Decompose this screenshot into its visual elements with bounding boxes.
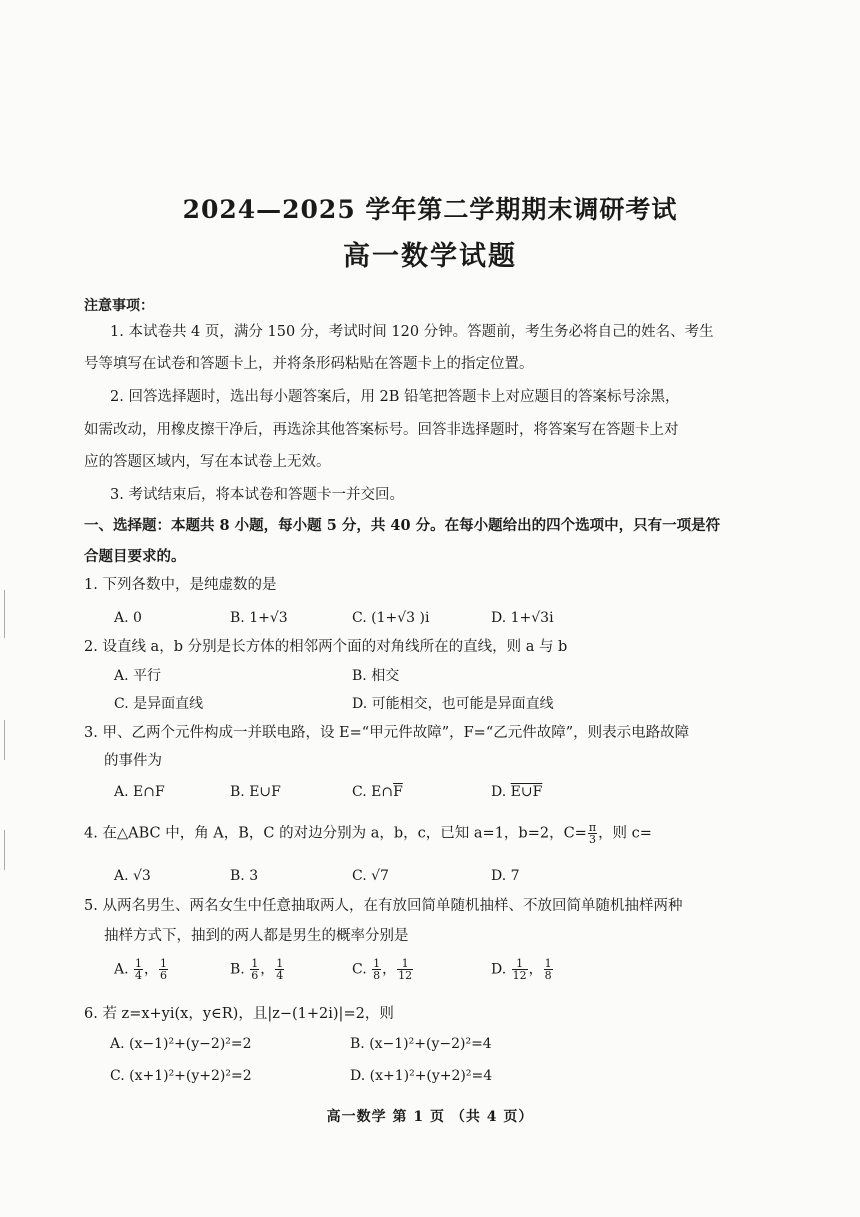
fraction [544, 958, 553, 981]
question-3-option-c [352, 782, 403, 802]
fraction [275, 958, 284, 981]
fraction-denominator: 8 [544, 969, 552, 982]
notice-item-2-line-3: 应的答题区域内，写在本试卷上无效。 [84, 454, 331, 470]
scan-margin-mark [4, 590, 5, 638]
option-label: B. [230, 961, 245, 978]
fraction [250, 958, 259, 981]
question-2-stem: 2. 设直线 a，b 分别是长方体的相邻两个面的对角线所在的直线，则 a 与 b [84, 639, 568, 655]
fraction-numerator: 1 [135, 957, 143, 970]
fraction [372, 958, 381, 981]
question-4-stem [84, 822, 652, 845]
question-3-option-a: A. E∩F [114, 784, 165, 800]
fraction-numerator: 1 [276, 957, 284, 970]
separator: ， [260, 961, 275, 978]
question-4-fraction [588, 822, 597, 845]
exam-subtitle: 高一数学试题 [343, 241, 517, 272]
scan-margin-mark [4, 720, 5, 760]
question-3-option-d-complement: E∪F [510, 784, 543, 800]
fraction-denominator: 6 [160, 969, 168, 982]
notice-heading: 注意事项： [84, 298, 154, 314]
fraction-numerator: 1 [251, 957, 259, 970]
question-4-option-d: D. 7 [491, 868, 520, 884]
notice-item-2-line-1: 2. 回答选择题时，选出每小题答案后，用 2B 铅笔把答题卡上对应题目的答案标号涂黑， [110, 389, 680, 405]
fraction-denominator: 4 [135, 969, 143, 982]
fraction-denominator: 12 [398, 969, 413, 982]
fraction-numerator: 1 [512, 958, 528, 970]
question-5-option-d [491, 958, 554, 981]
section-1-heading-line-1: 一、选择题：本题共 8 小题，每小题 5 分，共 40 分。在每小题给出的四个选项中，只有一项是符 [84, 517, 721, 534]
question-1-option-b: B. 1+√3 [230, 610, 288, 626]
scan-margin-mark [4, 830, 5, 870]
question-3-option-c-complement: $\overline{F}$ [393, 784, 403, 800]
fraction-numerator: 1 [373, 957, 381, 970]
option-label: D. [491, 961, 507, 978]
fraction-denominator: 8 [373, 969, 381, 982]
option-label: C. [352, 961, 367, 978]
question-5-stem-line-1: 5. 从两名男生、两名女生中任意抽取两人，在有放回简单随机抽样、不放回简单随机抽样两种 [84, 898, 683, 914]
page-footer: 高一数学 第 1 页 （共 4 页） [326, 1109, 534, 1125]
fraction [512, 958, 528, 981]
fraction-denominator: 3 [588, 833, 596, 846]
notice-item-1-line-2: 号等填写在试卷和答题卡上，并将条形码粘贴在答题卡上的指定位置。 [84, 356, 534, 372]
question-5-option-a [114, 958, 169, 981]
notice-item-1-line-1: 1. 本试卷共 4 页，满分 150 分，考试时间 120 分钟。答题前，考生务必将自己的姓名、考生 [110, 324, 714, 340]
section-1-heading-line-2: 合题目要求的。 [84, 548, 186, 565]
question-4-stem-suffix: ，则 c= [598, 825, 652, 842]
fraction-numerator: 1 [397, 958, 413, 970]
question-1-option-c: C. (1+√3 )i [352, 610, 430, 626]
question-5-option-c [352, 958, 414, 981]
question-4-option-a: A. √3 [114, 868, 151, 884]
question-5-option-b [230, 958, 285, 981]
fraction-denominator: 12 [512, 969, 527, 982]
fraction-denominator: 4 [276, 969, 284, 982]
question-3-option-b: B. E∪F [230, 784, 281, 800]
question-1-stem: 1. 下列各数中，是纯虚数的是 [84, 577, 277, 593]
question-1-option-d: D. 1+√3i [491, 610, 554, 626]
question-4-option-b: B. 3 [230, 868, 259, 884]
fraction [397, 958, 413, 981]
question-3-option-c-prefix: C. E∩ [352, 784, 394, 800]
question-3-stem-line-2: 的事件为 [104, 753, 162, 769]
question-2-option-b: B. 相交 [352, 668, 400, 684]
question-3-option-d [491, 782, 542, 802]
exam-title: 2024—2025 学年第二学期期末调研考试 [182, 195, 678, 224]
separator: ， [382, 961, 397, 978]
question-1-option-a: A. 0 [114, 610, 142, 626]
question-6-option-c: C. (x+1)²+(y+2)²=2 [110, 1068, 252, 1084]
fraction-denominator: 6 [251, 969, 259, 982]
question-6-option-a: A. (x−1)²+(y−2)²=2 [110, 1036, 252, 1052]
notice-item-2-line-2: 如需改动，用橡皮擦干净后，再选涂其他答案标号。回答非选择题时，将答案写在答题卡上对 [84, 422, 679, 438]
fraction-numerator: 1 [160, 957, 168, 970]
separator: ， [528, 961, 543, 978]
question-4-option-c: C. √7 [352, 868, 389, 884]
question-2-option-a: A. 平行 [114, 668, 162, 684]
fraction-numerator: π [588, 821, 597, 834]
fraction-numerator: 1 [544, 957, 552, 970]
separator: ， [144, 961, 159, 978]
question-3-option-d-prefix: D. [491, 784, 511, 800]
question-2-option-d: D. 可能相交，也可能是异面直线 [352, 696, 554, 712]
notice-item-3: 3. 考试结束后，将本试卷和答题卡一并交回。 [110, 487, 404, 503]
question-3-stem-line-1: 3. 甲、乙两个元件构成一并联电路，设 E=“甲元件故障”，F=“乙元件故障”，则表示电路故障 [84, 725, 690, 741]
question-4-stem-prefix: 4. 在△ABC 中，角 A，B，C 的对边分别为 a，b，c，已知 a=1，b=2，C= [84, 825, 587, 842]
question-6-option-b: B. (x−1)²+(y−2)²=4 [350, 1036, 492, 1052]
question-6-option-d: D. (x+1)²+(y+2)²=4 [350, 1068, 493, 1084]
question-2-option-c: C. 是异面直线 [114, 696, 204, 712]
question-6-stem: 6. 若 z=x+yi(x，y∈R)，且|z−(1+2i)|=2，则 [84, 1006, 394, 1022]
option-label: A. [114, 961, 129, 978]
fraction [159, 958, 168, 981]
fraction [134, 958, 143, 981]
question-5-stem-line-2: 抽样方式下，抽到的两人都是男生的概率分别是 [104, 928, 409, 944]
